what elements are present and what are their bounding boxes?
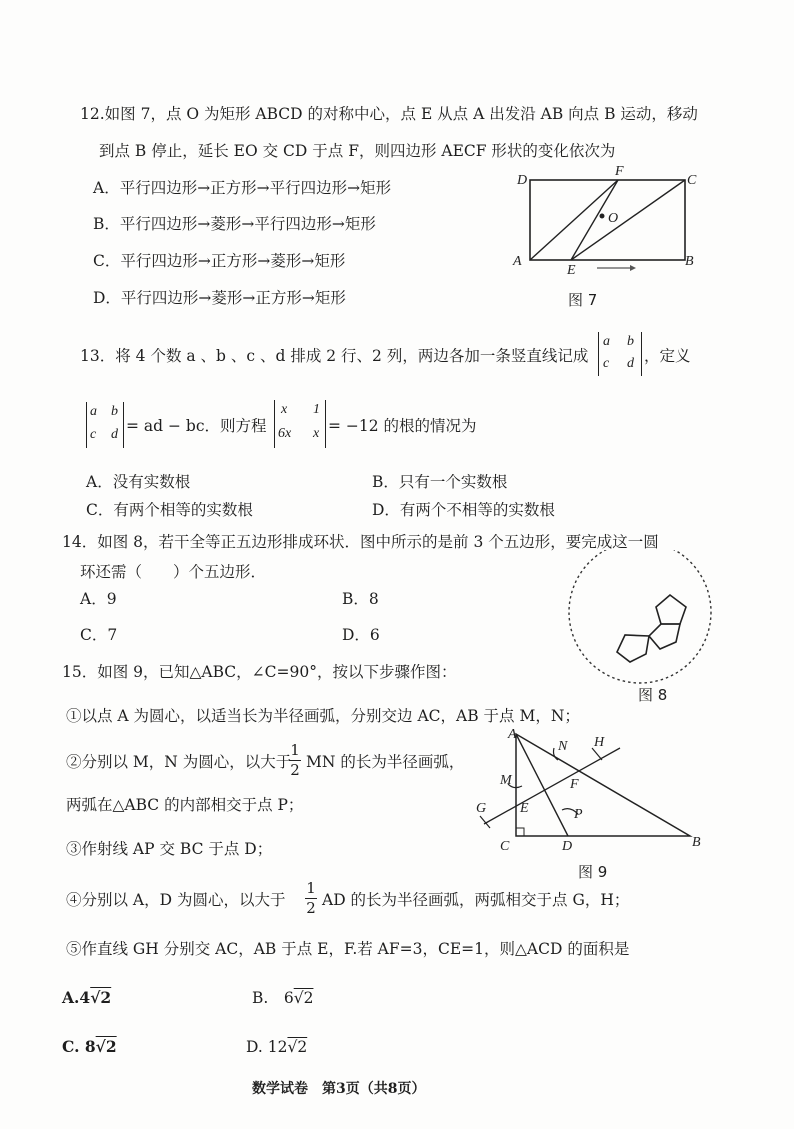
fig9-label-e: E bbox=[520, 801, 529, 816]
q13-determinant-definition bbox=[86, 402, 124, 448]
q13-option-b: B．只有一个实数根 bbox=[372, 473, 508, 491]
q15-step4-fraction bbox=[304, 880, 318, 917]
q14-option-c: C．7 bbox=[80, 626, 118, 644]
q14-option-b: B．8 bbox=[342, 590, 379, 608]
q15-step3: ③作射线 AP 交 BC 于点 D； bbox=[66, 840, 273, 858]
q15-option-b: B. 6√2 bbox=[252, 989, 314, 1007]
q15-step2-line2: 两弧在△ABC 的内部相交于点 P； bbox=[66, 796, 304, 814]
q15-step2-tail: MN 的长为半径画弧， bbox=[306, 753, 465, 771]
fraction-numerator: 1 bbox=[306, 879, 316, 897]
fig7-label-b: B bbox=[685, 254, 694, 269]
q13-equation-determinant bbox=[274, 400, 326, 448]
q12-line1: 12.如图 7，点 O 为矩形 ABCD 的对称中心，点 E 从点 A 出发沿 AB 向点 B 运动，移动 bbox=[80, 105, 698, 123]
fig7-label-d: D bbox=[517, 173, 528, 188]
q13-line1-tail: ，定义 bbox=[644, 347, 691, 365]
q14-option-a: A．9 bbox=[80, 590, 117, 608]
det2-c: c bbox=[90, 427, 97, 442]
fig9-label-p: P bbox=[574, 807, 583, 822]
q13-equation-tail: = −12 的根的情况为 bbox=[328, 417, 477, 435]
q13-option-c: C．有两个相等的实数根 bbox=[86, 501, 253, 519]
q15-option-c: C. 8√2 bbox=[62, 1037, 117, 1056]
fig9-label-f: F bbox=[570, 777, 579, 792]
fig9-label-n: N bbox=[558, 739, 568, 754]
figure-8-pentagon-ring bbox=[560, 550, 720, 690]
fig7-label-c: C bbox=[687, 173, 697, 188]
fig9-label-c: C bbox=[500, 839, 510, 854]
q15-step2-fraction bbox=[288, 742, 302, 779]
figure-8-caption: 图 8 bbox=[638, 686, 668, 704]
fig9-label-a: A bbox=[508, 727, 517, 742]
fig9-label-m: M bbox=[500, 773, 512, 788]
fig7-label-a: A bbox=[513, 254, 522, 269]
q15-option-a: A.4√2 bbox=[62, 988, 112, 1007]
q13-line1: 13．将 4 个数 a 、b 、c 、d 排成 2 行、2 列，两边各加一条竖直线记成 bbox=[80, 347, 589, 365]
fig9-label-b: B bbox=[692, 835, 701, 850]
q12-option-b: B．平行四边形→菱形→平行四边形→矩形 bbox=[93, 215, 376, 233]
fig9-label-h: H bbox=[594, 735, 605, 750]
det3-6x: 6x bbox=[278, 426, 292, 441]
det3-x: x bbox=[281, 402, 288, 417]
det2-a: a bbox=[90, 404, 97, 419]
fig7-label-o: O bbox=[608, 211, 619, 226]
q15-option-d: D. 12√2 bbox=[246, 1038, 308, 1056]
page-footer: 数学试卷 第3页（共8页） bbox=[252, 1081, 426, 1097]
det1-c: c bbox=[603, 356, 610, 371]
q13-definition-text: = ad − bc．则方程 bbox=[126, 417, 267, 435]
q14-line1: 14．如图 8，若干全等正五边形排成环状．图中所示的是前 3 个五边形，要完成这一圆 bbox=[62, 533, 659, 551]
figure-7-rectangle bbox=[505, 162, 705, 277]
figure-9-caption: 图 9 bbox=[578, 863, 608, 881]
det2-d: d bbox=[111, 427, 118, 442]
det2-b: b bbox=[111, 404, 118, 419]
fraction-numerator: 1 bbox=[290, 741, 300, 759]
det3-one: 1 bbox=[313, 402, 320, 417]
figure-9-triangle-construction bbox=[470, 726, 710, 856]
q15-step4-tail: AD 的长为半径画弧，两弧相交于点 G，H； bbox=[322, 891, 630, 909]
q13-determinant-notation bbox=[598, 332, 642, 376]
fraction-denominator: 2 bbox=[290, 761, 300, 779]
q14-line2: 环还需（ ）个五边形． bbox=[80, 563, 267, 581]
fig9-label-d: D bbox=[562, 839, 573, 854]
q12-option-c: C．平行四边形→正方形→菱形→矩形 bbox=[93, 252, 346, 270]
q13-option-d: D．有两个不相等的实数根 bbox=[372, 501, 555, 519]
q12-option-a: A．平行四边形→正方形→平行四边形→矩形 bbox=[93, 179, 392, 197]
det3-x2: x bbox=[313, 426, 320, 441]
q13-option-a: A．没有实数根 bbox=[86, 473, 191, 491]
q15-line1: 15．如图 9，已知△ABC，∠C=90°，按以下步骤作图： bbox=[62, 663, 457, 681]
det1-d: d bbox=[627, 356, 634, 371]
figure-7-caption: 图 7 bbox=[568, 291, 598, 309]
q15-step4: ④分别以 A，D 为圆心，以大于 bbox=[66, 891, 286, 909]
q12-line2: 到点 B 停止，延长 EO 交 CD 于点 F，则四边形 AECF 形状的变化依次为 bbox=[99, 142, 616, 160]
fig9-label-g: G bbox=[476, 801, 487, 816]
q15-step5: ⑤作直线 GH 分别交 AC，AB 于点 E，F.若 AF=3，CE=1，则△ACD 的面积是 bbox=[66, 940, 630, 958]
fraction-denominator: 2 bbox=[306, 899, 316, 917]
q14-option-d: D．6 bbox=[342, 626, 380, 644]
det1-b: b bbox=[627, 334, 634, 349]
fig7-label-e: E bbox=[567, 263, 576, 277]
q15-step1: ①以点 A 为圆心，以适当长为半径画弧，分别交边 AC，AB 于点 M，N； bbox=[66, 707, 580, 725]
det1-a: a bbox=[603, 334, 610, 349]
q15-step2: ②分别以 M，N 为圆心，以大于 bbox=[66, 753, 292, 771]
q12-option-d: D．平行四边形→菱形→正方形→矩形 bbox=[93, 289, 346, 307]
fig7-label-f: F bbox=[615, 164, 624, 179]
